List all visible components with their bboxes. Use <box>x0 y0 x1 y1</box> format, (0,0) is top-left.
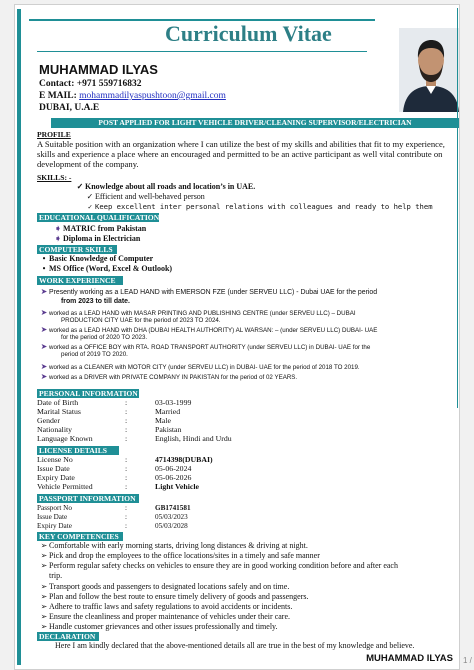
signature-name: MUHAMMAD ILYAS <box>366 653 453 664</box>
check-icon: ✓ <box>76 182 84 191</box>
education-item: ➧ MATRIC from Pakistan <box>54 224 147 233</box>
colon-separator: : <box>125 482 128 491</box>
computer-skill-item: • MS Office (Word, Excel & Outlook) <box>39 265 172 273</box>
competency-item: ➢ Adhere to traffic laws and safety regulations to avoid accidents or incidents. <box>40 602 293 611</box>
personal-row: Gender : Male <box>37 416 172 425</box>
computer-skill-item: • Basic Knowledge of Computer <box>39 255 153 263</box>
competency-item-continued: trip. <box>49 571 63 580</box>
arrow-bullet-icon: ➤ <box>40 325 48 334</box>
declaration-heading: DECLARATION <box>37 632 99 641</box>
work-experience-heading: WORK EXPERIENCE <box>37 276 123 285</box>
work-item: ➤ worked as a LEAD HAND with MASAR PRINTING AND PUBLISHING CENTRE (under SERVEU LLC) – DUBAI PRODUCTION CITY UAE for the period of 2023 TO 2024. <box>40 308 356 325</box>
arrow-bullet-icon: ➤ <box>40 342 48 351</box>
title-underline <box>37 51 367 52</box>
arrow-bullet-icon: ➢ <box>40 612 48 621</box>
colon-separator: : <box>125 425 128 434</box>
key-competencies-heading: KEY COMPETENCIES <box>37 532 123 541</box>
declaration-text: Here I am kindly declared that the above-mentioned details all are true in the best of my knowledge and believe. <box>55 641 415 650</box>
arrow-bullet-icon: ➢ <box>40 622 48 631</box>
colon-separator: : <box>125 522 127 530</box>
competency-item: ➢ Perform regular safety checks on vehicles to ensure they are in good working condition before and after each <box>40 561 398 570</box>
colon-separator: : <box>125 455 128 464</box>
contact-phone: Contact: +971 559716832 <box>39 79 142 89</box>
page-indicator: 1 / <box>463 656 472 665</box>
personal-row: Language Known : English, Hindi and Urdu <box>37 434 232 443</box>
arrow-bullet-icon: ➧ <box>54 224 62 233</box>
competency-item: ➢ Ensure the cleanliness and proper maintenance of vehicles under their care. <box>40 612 291 621</box>
work-item: ➤ Presently working as a LEAD HAND with EMERSON FZE (under SERVEU LLC) - Dubai UAE for the period from 2023 to till date. <box>40 287 378 305</box>
colon-separator: : <box>125 473 128 482</box>
check-icon: ✓ <box>86 192 94 201</box>
passport-row: Expiry Date : 05/03/2028 <box>37 522 188 530</box>
personal-row: Nationality : Pakistan <box>37 425 182 434</box>
personal-row: Marital Status : Married <box>37 407 181 416</box>
competency-item: ➢ Comfortable with early morning starts, driving long distances & driving at night. <box>40 541 308 550</box>
license-row: Issue Date : 05-06-2024 <box>37 464 192 473</box>
post-applied-banner: POST APPLIED FOR LIGHT VEHICLE DRIVER/CLEANING SUPERVISOR/ELECTRICIAN <box>51 118 459 128</box>
document-title: Curriculum Vitae <box>165 21 332 46</box>
arrow-bullet-icon: ➤ <box>40 362 48 371</box>
work-item: ➤ worked as a CLEANER with MOTOR CITY (under SERVEU LLC) in DUBAI- UAE for the period of 2018 TO 2019. <box>40 362 360 371</box>
license-row: Vehicle Permitted : Light Vehicle <box>37 482 199 491</box>
personal-info-heading: PERSONAL INFORMATION <box>39 389 138 398</box>
work-item: ➤ worked as a DRIVER with PRIVATE COMPANY IN PAKISTAN for the period of 02 YEARS. <box>40 372 298 381</box>
education-item: ➧ Diploma in Electrician <box>54 234 141 243</box>
work-item: ➤ worked as a LEAD HAND with DHA (DUBAI HEALTH AUTHORITY) AL WARSAN: – (under SERVEU LLC) DUBAI- UAE for the period of 2020 TO 2023. <box>40 325 378 342</box>
work-item: ➤ worked as a OFFICE BOY with RTA. ROAD TRANSPORT AUTHORITY (under SERVEU LLC) in DUBAI- UAE for the period of 2019 TO 2020. <box>40 342 371 359</box>
competency-item: ➢ Plan and follow the best route to ensure timely delivery of goods and passengers. <box>40 592 309 601</box>
colon-separator: : <box>125 513 127 521</box>
person-photo-icon <box>399 28 460 112</box>
passport-row: Issue Date : 05/03/2023 <box>37 513 188 521</box>
skill-item: ✓ Knowledge about all roads and location’s in UAE. <box>76 182 256 191</box>
arrow-bullet-icon: ➢ <box>40 541 48 550</box>
colon-separator: : <box>125 504 127 512</box>
education-heading: EDUCATIONAL QUALIFICATION <box>39 213 160 222</box>
skill-item: ✓ Efficient and well-behaved person <box>86 192 205 201</box>
arrow-bullet-icon: ➢ <box>40 592 48 601</box>
cv-page <box>14 4 460 670</box>
arrow-bullet-icon: ➢ <box>40 551 48 560</box>
skills-heading: SKILLS: - <box>37 173 72 182</box>
skill-item: ✓ Keep excellent inter personal relations with colleagues and ready to help them <box>85 203 433 211</box>
contact-email-line <box>39 91 226 101</box>
license-row: License No : 4714398(DUBAI) <box>37 455 213 464</box>
arrow-bullet-icon: ➤ <box>40 372 48 381</box>
passport-heading: PASSPORT INFORMATION <box>37 494 139 503</box>
right-accent-rule <box>457 8 458 408</box>
arrow-bullet-icon: ➤ <box>40 308 48 317</box>
bullet-dot-icon: • <box>42 254 46 263</box>
profile-heading: PROFILE <box>37 130 71 139</box>
license-heading: LICENSE DETAILS <box>37 446 119 455</box>
arrow-bullet-icon: ➢ <box>40 602 48 611</box>
computer-skills-heading: COMPUTER SKILLS <box>37 245 117 254</box>
contact-location: DUBAI, U.A.E <box>39 103 100 113</box>
arrow-bullet-icon: ➢ <box>40 582 48 591</box>
arrow-bullet-icon: ➢ <box>40 561 48 570</box>
colon-separator: : <box>125 416 128 425</box>
left-accent-stripe <box>17 9 21 665</box>
passport-row: Passport No : GB1741581 <box>37 504 191 512</box>
competency-item: ➢ Pick and drop the employees to the office locations/sites in a timely and safe manner <box>40 551 320 560</box>
colon-separator: : <box>125 407 128 416</box>
profile-text: A Suitable position with an organization where I can utilize the best of my skills and abilities that fit to my experience, skills and experience a place where an encouraged and permitted to be an active participant as well vital contribute on development of the company. <box>37 139 445 169</box>
profile-photo <box>399 28 460 112</box>
bullet-dot-icon: • <box>42 264 46 273</box>
email-label: E MAIL: <box>39 91 77 101</box>
colon-separator: : <box>125 434 128 443</box>
competency-item: ➢ Transport goods and passengers to designated locations safely and on time. <box>40 582 290 591</box>
email-link[interactable]: mohammadilyaspushtoon@gmail.com <box>79 91 226 101</box>
personal-row: Date of Birth : 03-03-1999 <box>37 398 192 407</box>
license-row: Expiry Date : 05-06-2026 <box>37 473 192 482</box>
candidate-name: MUHAMMAD ILYAS <box>39 62 158 77</box>
arrow-bullet-icon: ➤ <box>40 287 48 296</box>
check-icon: ✓ <box>87 202 93 211</box>
competency-item: ➢ Handle customer grievances and other issues professionally and timely. <box>40 622 278 631</box>
arrow-bullet-icon: ➧ <box>54 234 62 243</box>
colon-separator: : <box>125 398 128 407</box>
colon-separator: : <box>125 464 128 473</box>
